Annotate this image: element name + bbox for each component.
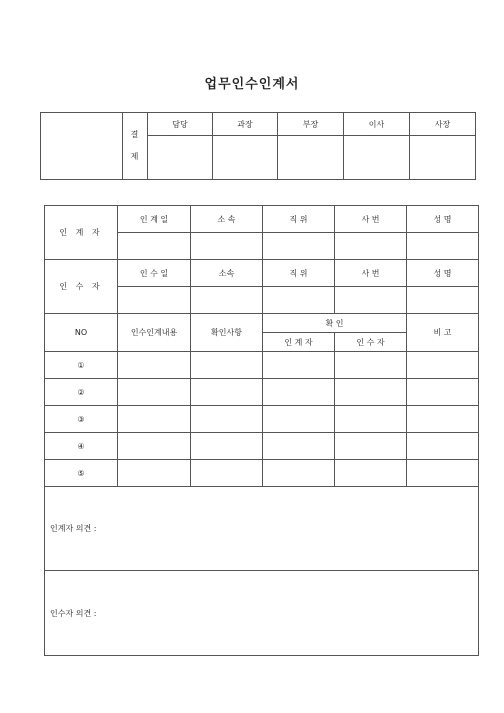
item-confirm-giver-field[interactable] <box>263 433 335 460</box>
items-confirm-receiver-header: 인 수 자 <box>335 333 407 352</box>
item-confirm-receiver-field[interactable] <box>335 406 407 433</box>
page-title: 업무인수인계서 <box>204 77 300 92</box>
approval-label-top: 결 <box>130 130 140 139</box>
item-remarks-field[interactable] <box>407 352 479 379</box>
receiver-opinion-label: 인수자 의견 : <box>50 608 97 618</box>
receiver-date-header: 인 수 일 <box>118 260 191 287</box>
giver-id-field[interactable] <box>335 233 407 260</box>
giver-dept-header: 소 속 <box>191 206 263 233</box>
giver-dept-field[interactable] <box>191 233 263 260</box>
item-confirm-receiver-field[interactable] <box>335 352 407 379</box>
giver-position-header: 직 위 <box>263 206 335 233</box>
approval-header-director: 이사 <box>344 113 410 136</box>
item-remarks-field[interactable] <box>407 460 479 487</box>
item-content-field[interactable] <box>118 433 191 460</box>
table-row <box>45 460 479 487</box>
item-check-field[interactable] <box>191 379 263 406</box>
approval-sign-president[interactable] <box>410 136 476 180</box>
receiver-label: 인 수 자 <box>45 260 118 314</box>
approval-header-section-chief: 과장 <box>213 113 278 136</box>
receiver-id-header: 사 번 <box>335 260 407 287</box>
approval-header-manager: 담당 <box>148 113 213 136</box>
table-row <box>45 433 479 460</box>
item-row-number: ① <box>45 352 118 379</box>
receiver-opinion-field[interactable] <box>45 571 479 656</box>
item-content-field[interactable] <box>118 379 191 406</box>
receiver-name-header: 성 명 <box>407 260 479 287</box>
approval-header-president: 사장 <box>410 113 476 136</box>
item-remarks-field[interactable] <box>407 379 479 406</box>
giver-name-header: 성 명 <box>407 206 479 233</box>
item-check-field[interactable] <box>191 406 263 433</box>
item-content-field[interactable] <box>118 406 191 433</box>
approval-sign-section-chief[interactable] <box>213 136 278 180</box>
approval-label <box>123 113 148 180</box>
approval-sign-director[interactable] <box>344 136 410 180</box>
item-check-field[interactable] <box>191 460 263 487</box>
approval-sign-dept-head[interactable] <box>278 136 344 180</box>
giver-label: 인 계 자 <box>45 206 118 260</box>
item-check-field[interactable] <box>191 433 263 460</box>
items-check-header: 확인사항 <box>191 314 263 352</box>
receiver-date-field[interactable] <box>118 287 191 314</box>
item-remarks-field[interactable] <box>407 406 479 433</box>
item-confirm-receiver-field[interactable] <box>335 379 407 406</box>
approval-label-bottom: 제 <box>130 152 140 161</box>
receiver-name-field[interactable] <box>407 287 479 314</box>
giver-position-field[interactable] <box>263 233 335 260</box>
item-confirm-receiver-field[interactable] <box>335 433 407 460</box>
giver-name-field[interactable] <box>407 233 479 260</box>
item-confirm-giver-field[interactable] <box>263 352 335 379</box>
giver-date-field[interactable] <box>118 233 191 260</box>
items-confirm-giver-header: 인 계 자 <box>263 333 335 352</box>
table-row <box>45 406 479 433</box>
item-row-number: ③ <box>45 406 118 433</box>
item-check-field[interactable] <box>191 352 263 379</box>
approval-blank-cell <box>41 113 123 180</box>
receiver-position-field[interactable] <box>263 287 335 314</box>
approval-header-dept-head: 부장 <box>278 113 344 136</box>
table-row <box>45 379 479 406</box>
receiver-dept-field[interactable] <box>191 287 263 314</box>
table-row <box>45 352 479 379</box>
giver-opinion-field[interactable] <box>45 487 479 571</box>
item-remarks-field[interactable] <box>407 433 479 460</box>
item-row-number: ⑤ <box>45 460 118 487</box>
giver-opinion-label: 인계자 의견 : <box>50 524 97 533</box>
item-confirm-receiver-field[interactable] <box>335 460 407 487</box>
giver-date-header: 인 계 일 <box>118 206 191 233</box>
item-confirm-giver-field[interactable] <box>263 379 335 406</box>
receiver-id-field[interactable] <box>335 287 407 314</box>
approval-sign-manager[interactable] <box>148 136 213 180</box>
item-confirm-giver-field[interactable] <box>263 406 335 433</box>
items-remarks-header: 비 고 <box>407 314 479 352</box>
approval-table <box>40 112 476 180</box>
item-content-field[interactable] <box>118 352 191 379</box>
item-content-field[interactable] <box>118 460 191 487</box>
item-row-number: ④ <box>45 433 118 460</box>
item-confirm-giver-field[interactable] <box>263 460 335 487</box>
receiver-position-header: 직 위 <box>263 260 335 287</box>
handover-table <box>44 205 479 656</box>
items-confirm-header: 확 인 <box>263 314 407 333</box>
item-row-number: ② <box>45 379 118 406</box>
items-content-header: 인수인계내용 <box>118 314 191 352</box>
items-no-header: NO <box>45 314 118 352</box>
giver-id-header: 사 번 <box>335 206 407 233</box>
receiver-dept-header: 소속 <box>191 260 263 287</box>
